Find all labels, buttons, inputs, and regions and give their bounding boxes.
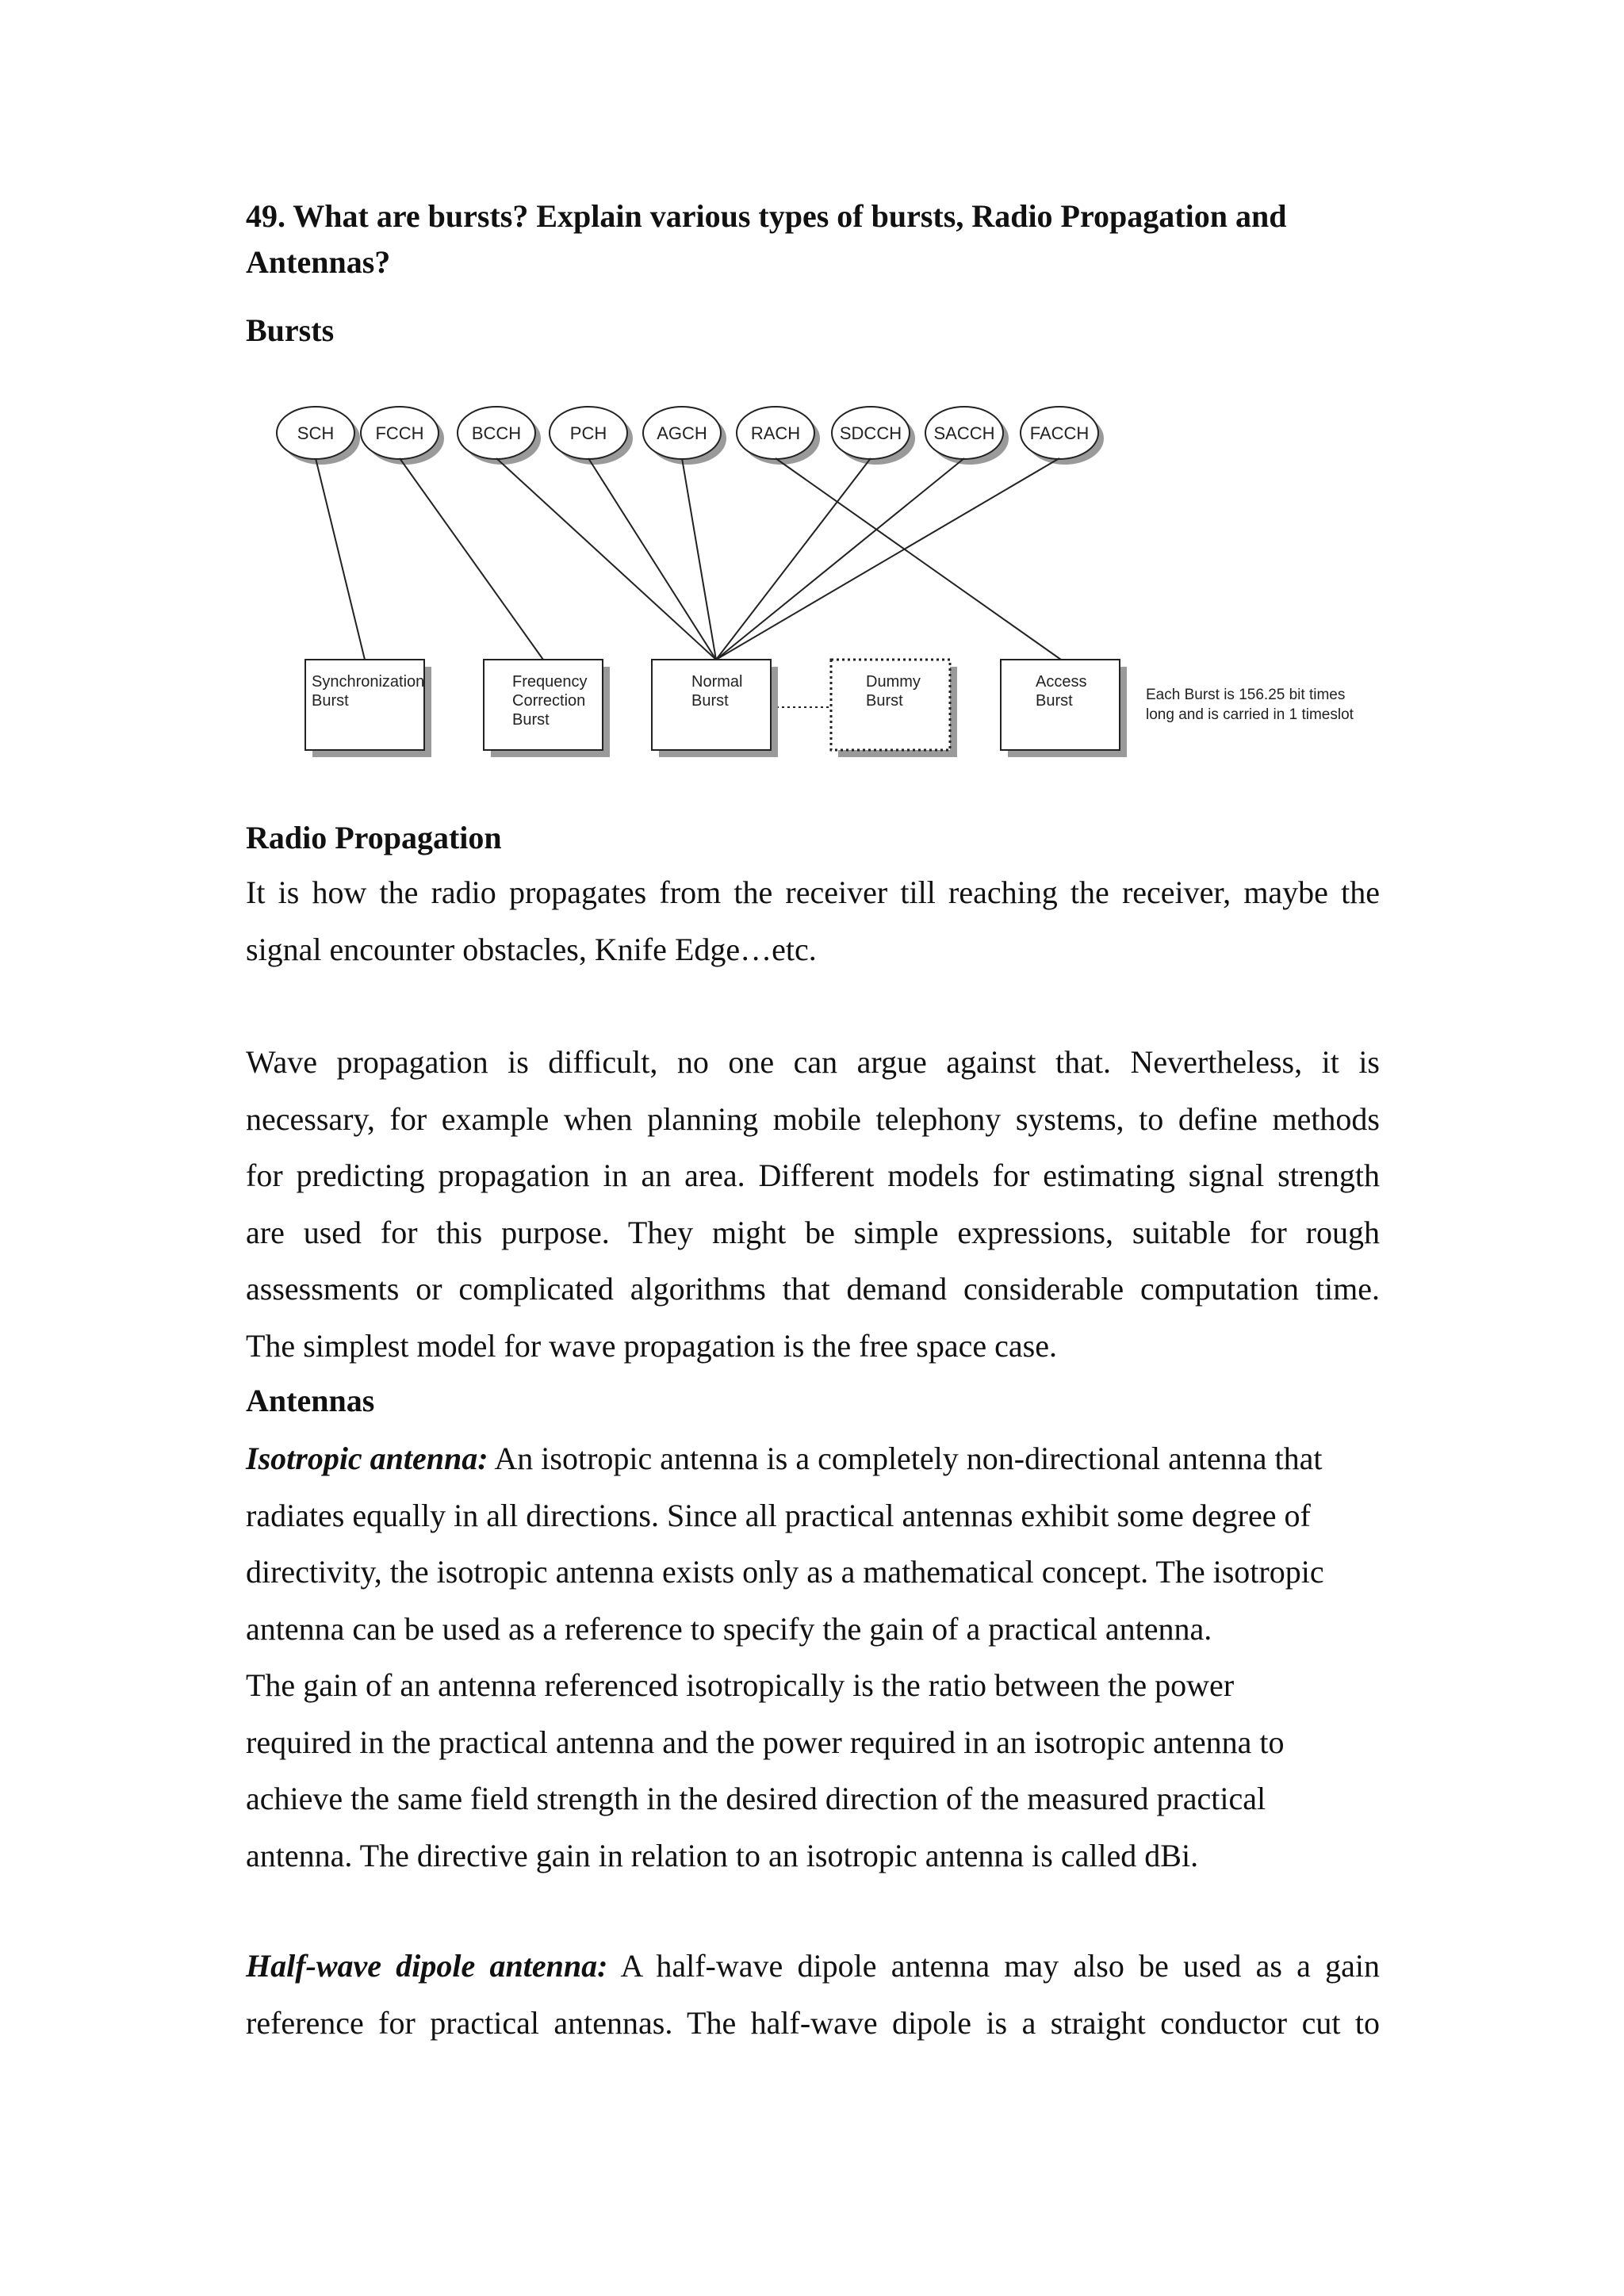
channel-node-bcch (458, 407, 541, 465)
burst-label: Burst (312, 692, 349, 710)
isotropic-label: Isotropic antenna: (246, 1441, 488, 1476)
radio-p2-line: Wave propagation is difficult, no one can argue against that. Nevertheless, it is (246, 1044, 1380, 1080)
burst-label: Synchronization (312, 673, 425, 691)
dipole-label: Half-wave dipole antenna: (246, 1948, 608, 1984)
channel-node-agch (643, 407, 726, 465)
channel-burst-link (496, 458, 716, 660)
isotropic-line: The gain of an antenna referenced isotropically is the ratio between the power (246, 1667, 1235, 1703)
burst-label: Burst (512, 711, 550, 729)
burst-label: Frequency (512, 673, 588, 691)
channel-label: SDCCH (839, 423, 902, 443)
radio-paragraph-1 (246, 864, 1380, 978)
channel-burst-link (716, 458, 964, 660)
channel-node-facch (1021, 407, 1104, 465)
radio-p1-line: It is how the radio propagates from the receiver till reaching the receiver, maybe the (246, 874, 1380, 910)
channel-burst-link (716, 458, 871, 660)
bursts-heading: Bursts (246, 312, 335, 348)
channel-node-pch (550, 407, 633, 465)
radio-p2-line: necessary, for example when planning mobile telephony systems, to define methods (246, 1100, 1380, 1137)
channel-label: BCCH (471, 423, 522, 443)
dipole-line: A half-wave dipole antenna may also be used as a gain (607, 1948, 1380, 1984)
channel-label: RACH (750, 423, 801, 443)
burst-label: Dummy (866, 673, 921, 691)
antennas-heading: Antennas (246, 1383, 375, 1418)
channel-burst-link (776, 458, 1061, 660)
isotropic-line: directivity, the isotropic antenna exists only as a mathematical concept. The isotropic (246, 1554, 1324, 1590)
dipole-paragraph (246, 1938, 1380, 2051)
radio-p1-line: signal encounter obstacles, Knife Edge…etc. (246, 931, 817, 967)
burst-box (652, 660, 778, 757)
channel-label: SCH (297, 423, 335, 443)
burst-label: Correction (512, 692, 586, 710)
channel-label: SACCH (933, 423, 995, 443)
isotropic-line: radiates equally in all directions. Since all practical antennas exhibit some degree of (246, 1497, 1311, 1533)
channel-label: AGCH (657, 423, 707, 443)
burst-label: Normal (691, 673, 743, 691)
channel-burst-link (316, 458, 365, 660)
isotropic-line: antenna. The directive gain in relation to an isotropic antenna is called dBi. (246, 1837, 1199, 1873)
channel-label: PCH (569, 423, 607, 443)
radio-paragraph-2 (246, 1034, 1380, 1374)
burst-channel-diagram (262, 388, 1388, 793)
radio-p2-line: assessments or complicated algorithms that demand considerable computation time. (246, 1271, 1380, 1307)
channel-label: FACCH (1029, 423, 1090, 443)
isotropic-line: achieve the same field strength in the desired direction of the measured practical (246, 1781, 1266, 1816)
channel-node-sacch (925, 407, 1009, 465)
channel-burst-link (682, 458, 716, 660)
channel-label: FCCH (375, 423, 424, 443)
channel-burst-link (588, 458, 716, 660)
channel-node-sch (277, 407, 360, 465)
burst-label: Burst (866, 692, 903, 710)
burst-label: Burst (1036, 692, 1073, 710)
burst-box (305, 660, 431, 757)
isotropic-line: antenna can be used as a reference to specify the gain of a practical antenna. (246, 1610, 1212, 1647)
burst-label: Burst (691, 692, 729, 710)
isotropic-line: required in the practical antenna and the power required in an isotropic antenna to (246, 1724, 1285, 1760)
radio-p2-line: The simplest model for wave propagation is the free space case. (246, 1327, 1057, 1364)
radio-propagation-heading: Radio Propagation (246, 820, 502, 855)
channel-node-sdcch (832, 407, 915, 465)
dipole-line: reference for practical antennas. The half-wave dipole is a straight conductor cut to (246, 2004, 1380, 2041)
channel-node-fcch (361, 407, 444, 465)
channel-burst-link (400, 458, 543, 660)
isotropic-paragraph (246, 1430, 1380, 1884)
burst-box (484, 660, 610, 757)
question-heading: 49. What are bursts? Explain various types of bursts, Radio Propagation and Antennas? (246, 198, 1287, 280)
burst-note-text: Each Burst is 156.25 bit times (1146, 687, 1346, 703)
burst-box (1001, 660, 1127, 757)
burst-box (831, 660, 957, 757)
channel-node-rach (737, 407, 820, 465)
burst-label: Access (1036, 673, 1087, 691)
radio-p2-line: are used for this purpose. They might be simple expressions, suitable for rough (246, 1214, 1380, 1250)
channel-burst-link (716, 458, 1059, 660)
isotropic-line: An isotropic antenna is a completely non-directional antenna that (488, 1441, 1323, 1476)
burst-note-text: long and is carried in 1 timeslot (1146, 706, 1354, 723)
radio-p2-line: for predicting propagation in an area. Different models for estimating signal strength (246, 1158, 1380, 1193)
